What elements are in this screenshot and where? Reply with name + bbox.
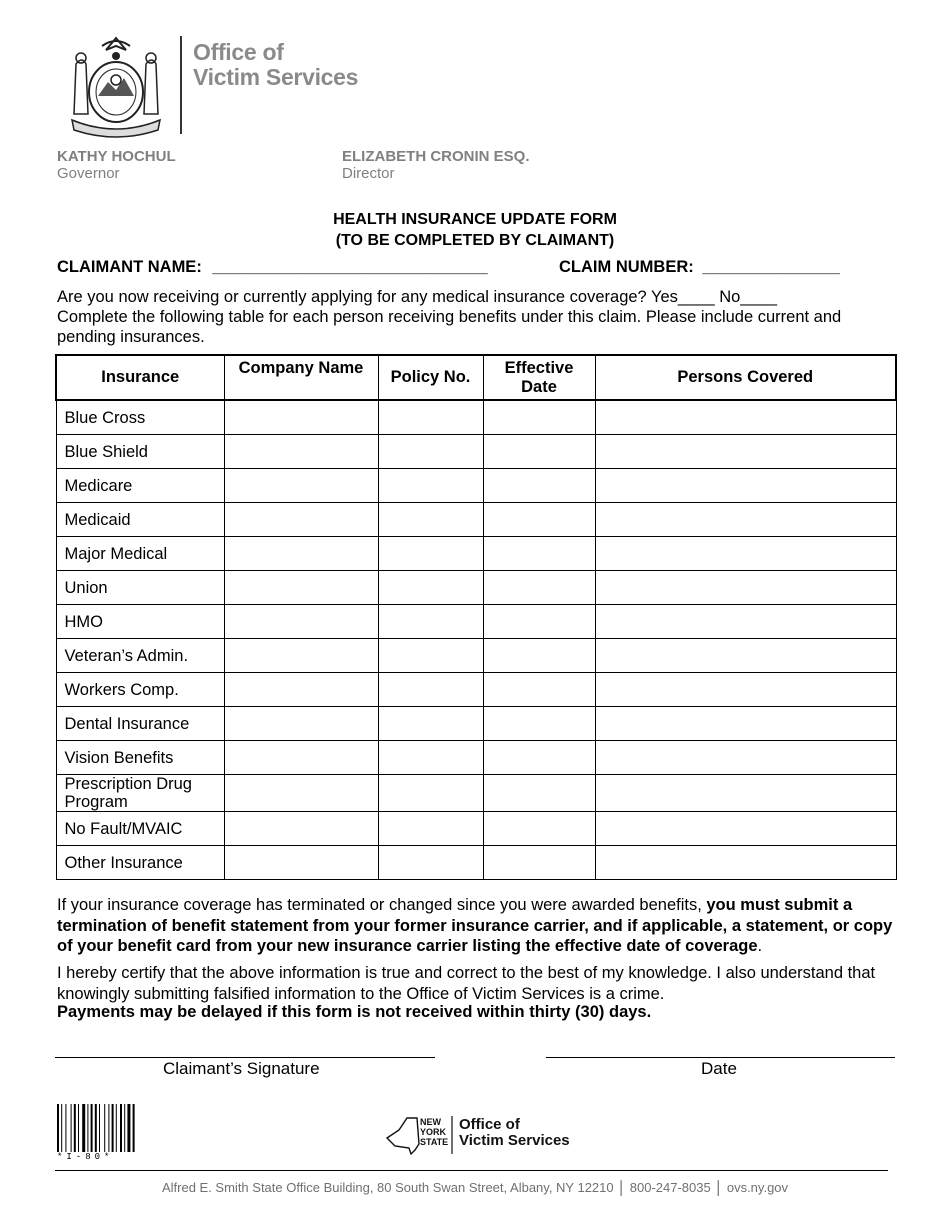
claimant-name-field[interactable]: ______________________________ [212,258,488,276]
date-line[interactable] [546,1057,895,1058]
policy-no-cell[interactable] [378,846,483,880]
persons-covered-cell[interactable] [595,846,896,880]
persons-covered-cell[interactable] [595,812,896,846]
table-row [56,400,896,435]
table-row [56,741,896,775]
ny-state-logo-icon [385,1114,455,1156]
governor-title: Governor [57,165,120,182]
insurance-type-cell: No Fault/MVAIC [56,812,224,846]
table-row [56,537,896,571]
footer-street-address: Alfred E. Smith State Office Building, 80 South Swan Street, Albany, NY 12210 [161,1180,614,1195]
persons-covered-cell[interactable] [595,605,896,639]
agency-wordmark-line2: Victim Services [193,64,359,90]
footer-agency-line1: Office of [459,1116,520,1133]
effective-date-cell[interactable] [483,571,595,605]
claimant-name-label: CLAIMANT NAME: [57,258,202,276]
policy-no-cell[interactable] [378,469,483,503]
persons-covered-cell[interactable] [595,503,896,537]
form-title-line1: HEALTH INSURANCE UPDATE FORM [333,211,617,228]
persons-covered-cell[interactable] [595,571,896,605]
header-persons-covered: Persons Covered [595,355,896,400]
header-effective-line1: Effective [504,358,574,377]
persons-covered-cell[interactable] [595,673,896,707]
effective-date-cell[interactable] [483,673,595,707]
policy-no-cell[interactable] [378,435,483,469]
persons-covered-cell[interactable] [595,400,896,435]
persons-covered-cell[interactable] [595,537,896,571]
table-row [56,605,896,639]
persons-covered-cell[interactable] [595,741,896,775]
signature-line[interactable] [55,1057,435,1058]
policy-no-cell[interactable] [378,400,483,435]
policy-no-cell[interactable] [378,605,483,639]
effective-date-cell[interactable] [483,605,595,639]
policy-no-cell[interactable] [378,639,483,673]
effective-date-cell[interactable] [483,469,595,503]
company-name-cell[interactable] [224,400,378,435]
table-row [56,435,896,469]
termination-notice [57,895,895,957]
table-row [56,846,896,880]
barcode-icon [57,1104,145,1152]
state-logo-line3: STATE [420,1137,449,1147]
state-seal-icon [62,34,170,138]
header-company-name: Company Name [224,355,378,400]
effective-date-cell[interactable] [483,435,595,469]
policy-no-cell[interactable] [378,812,483,846]
coverage-question: Are you now receiving or currently applying for any medical insurance coverage? Yes____ No____ [57,288,778,306]
agency-wordmark-line1: Office of [193,39,284,65]
agency-wordmark [193,40,358,90]
persons-covered-cell[interactable] [595,435,896,469]
barcode-caption: *I-80* [57,1152,114,1162]
form-title-line2: (TO BE COMPLETED BY CLAIMANT) [335,232,615,249]
effective-date-cell[interactable] [483,775,595,812]
insurance-type-cell: Prescription Drug Program [56,775,224,812]
insurance-type-cell: HMO [56,605,224,639]
director-block [342,148,530,182]
table-header-row [56,355,896,400]
claim-number-label: CLAIM NUMBER: [559,258,694,276]
footer-phone: 800-247-8035 [629,1180,711,1195]
director-title: Director [342,165,395,182]
footer-divider [55,1170,888,1171]
table-row [56,503,896,537]
header-effective-date [483,355,595,400]
insurance-type-cell: Blue Cross [56,400,224,435]
header-insurance: Insurance [56,355,224,400]
state-logo-line1: NEW [420,1117,441,1127]
company-name-cell[interactable] [224,846,378,880]
effective-date-cell[interactable] [483,537,595,571]
company-name-cell[interactable] [224,639,378,673]
persons-covered-cell[interactable] [595,469,896,503]
footer-agency-wordmark [459,1117,570,1149]
governor-block [57,148,176,182]
termination-intro: If your insurance coverage has terminated or changed since you were awarded benefits, [57,896,707,914]
insurance-type-cell: Major Medical [56,537,224,571]
table-instructions: Complete the following table for each person receiving benefits under this claim. Please include current and pending insurances. [57,308,842,346]
insurance-type-cell: Medicare [56,469,224,503]
company-name-cell[interactable] [224,775,378,812]
table-row [56,707,896,741]
claim-number-row [559,258,840,277]
company-name-cell[interactable] [224,571,378,605]
table-row [56,571,896,605]
insurance-table [55,354,897,880]
delay-warning: Payments may be delayed if this form is not received within thirty (30) days. [57,1003,652,1021]
effective-date-cell[interactable] [483,639,595,673]
policy-no-cell[interactable] [378,571,483,605]
table-row [56,812,896,846]
effective-date-cell[interactable] [483,400,595,435]
policy-no-cell[interactable] [378,503,483,537]
company-name-cell[interactable] [224,605,378,639]
insurance-type-cell: Vision Benefits [56,741,224,775]
insurance-type-cell: Workers Comp. [56,673,224,707]
company-name-cell[interactable] [224,707,378,741]
claimant-name-row [57,258,488,277]
policy-no-cell[interactable] [378,673,483,707]
footer-address: Alfred E. Smith State Office Building, 80 South Swan Street, Albany, NY 12210 │ 800-247-8035 │ ovs.ny.gov [161,1180,789,1195]
termination-end: . [757,937,763,955]
insurance-type-cell: Medicaid [56,503,224,537]
policy-no-cell[interactable] [378,775,483,812]
date-label: Date [701,1059,737,1078]
table-row [56,639,896,673]
company-name-cell[interactable] [224,812,378,846]
table-row [56,469,896,503]
policy-no-cell[interactable] [378,741,483,775]
insurance-type-cell: Other Insurance [56,846,224,880]
persons-covered-cell[interactable] [595,775,896,812]
company-name-cell[interactable] [224,741,378,775]
company-name-cell[interactable] [224,673,378,707]
state-logo-line2: YORK [420,1127,447,1137]
insurance-type-cell: Dental Insurance [56,707,224,741]
insurance-type-cell: Union [56,571,224,605]
form-title [0,209,950,251]
effective-date-cell[interactable] [483,707,595,741]
effective-date-cell[interactable] [483,503,595,537]
signature-label: Claimant’s Signature [163,1059,320,1078]
persons-covered-cell[interactable] [595,639,896,673]
certification-text: I hereby certify that the above information is true and correct to the best of my knowledge. I also understand that knowingly submitting falsified information to the Office of Victim Services is a crime. [57,964,876,1003]
director-name: ELIZABETH CRONIN ESQ. [342,148,530,165]
header-divider [180,36,182,134]
header-policy-no: Policy No. [378,355,483,400]
policy-no-cell[interactable] [378,537,483,571]
governor-name: KATHY HOCHUL [57,148,176,165]
table-row [56,775,896,812]
table-row [56,673,896,707]
policy-no-cell[interactable] [378,707,483,741]
effective-date-cell[interactable] [483,812,595,846]
footer-website-link[interactable]: ovs.ny.gov [726,1180,789,1195]
effective-date-cell[interactable] [483,846,595,880]
effective-date-cell[interactable] [483,741,595,775]
termination-requirement: you must submit a termination of benefit statement from your former insurance carrier, and if applicable, a statement, or copy of your benefit card from your new insurance carrier listing the effective date of coverage [57,896,893,955]
claim-number-field[interactable]: _______________ [702,258,840,276]
insurance-type-cell: Blue Shield [56,435,224,469]
insurance-type-cell: Veteran’s Admin. [56,639,224,673]
persons-covered-cell[interactable] [595,707,896,741]
header-effective-line2: Date [521,377,557,396]
company-name-cell[interactable] [224,537,378,571]
company-name-cell[interactable] [224,503,378,537]
footer-agency-line2: Victim Services [459,1132,570,1149]
company-name-cell[interactable] [224,435,378,469]
company-name-cell[interactable] [224,469,378,503]
